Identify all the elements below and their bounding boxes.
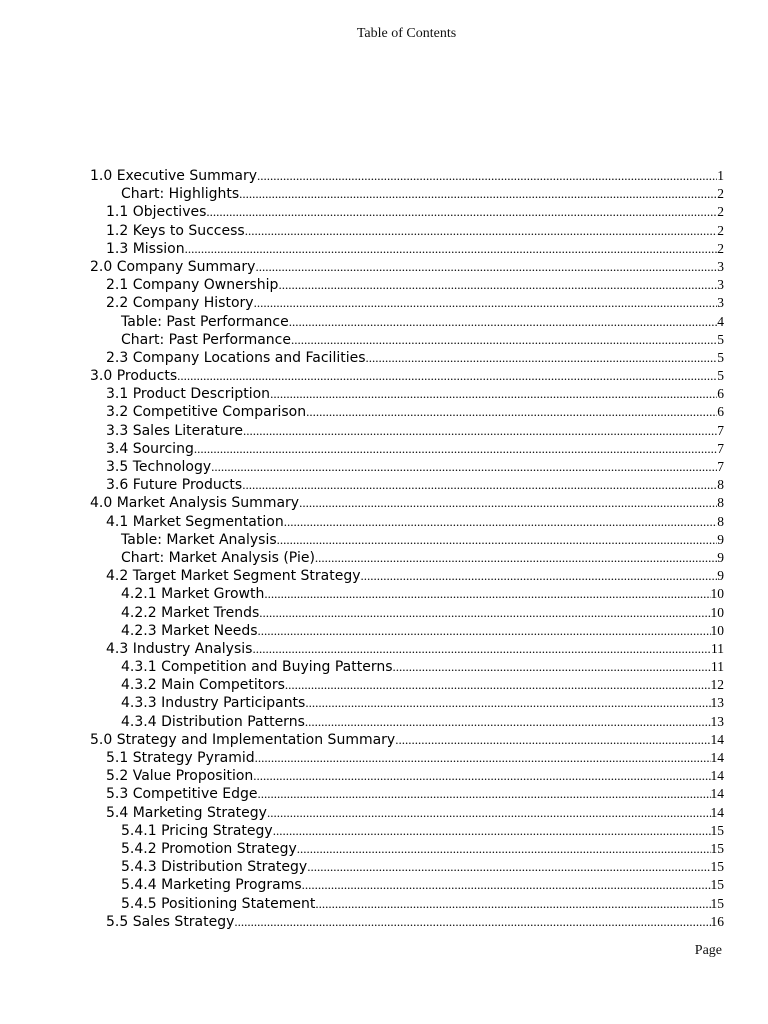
toc-entry[interactable] xyxy=(90,622,724,640)
toc-entry-title: 4.1 Market Segmentation xyxy=(106,513,284,530)
dot-leader xyxy=(315,895,710,913)
dot-leader xyxy=(255,749,711,767)
toc-entry-page-number: 1 xyxy=(717,168,724,183)
toc-entry-page-number: 14 xyxy=(710,768,724,784)
toc-entry-title: 5.4.2 Promotion Strategy xyxy=(121,840,297,857)
toc-entry[interactable] xyxy=(90,822,724,840)
toc-entry-title: 5.2 Value Proposition xyxy=(106,768,254,785)
toc-entry-page-number: 3 xyxy=(717,258,724,274)
toc-entry-page-number: 5 xyxy=(717,331,724,347)
toc-entry-title: 1.1 Objectives xyxy=(106,204,207,221)
toc-entry-page-number: 2 xyxy=(717,204,724,220)
toc-entry-title: 2.2 Company History xyxy=(106,295,254,312)
toc-entry[interactable] xyxy=(90,731,724,749)
page-title: Table of Contents xyxy=(356,26,457,41)
dot-leader xyxy=(307,858,710,876)
table-of-contents xyxy=(90,167,724,931)
toc-entry-page-number: 15 xyxy=(710,822,724,838)
toc-entry-page-number: 15 xyxy=(710,840,724,856)
toc-entry-page-number: 9 xyxy=(717,531,724,547)
toc-entry[interactable] xyxy=(90,240,724,258)
toc-entry-page-number: 15 xyxy=(710,895,724,911)
dot-leader xyxy=(267,804,711,822)
toc-entry[interactable] xyxy=(90,604,724,622)
toc-entry-page-number: 14 xyxy=(710,750,724,765)
toc-entry[interactable] xyxy=(90,713,724,731)
toc-entry[interactable] xyxy=(90,331,724,349)
toc-entry-title: Table: Past Performance xyxy=(121,313,289,330)
toc-entry-title: 4.2 Target Market Segment Strategy xyxy=(106,568,361,585)
toc-entry-title: Table: Market Analysis xyxy=(121,531,277,548)
toc-entry[interactable] xyxy=(90,422,724,440)
toc-entry-title: 4.3.1 Competition and Buying Patterns xyxy=(121,659,393,676)
toc-entry[interactable] xyxy=(90,913,724,931)
toc-entry[interactable] xyxy=(90,385,724,403)
dot-leader xyxy=(252,640,711,658)
toc-entry[interactable] xyxy=(90,804,724,822)
toc-entry[interactable] xyxy=(90,858,724,876)
toc-entry-page-number: 5 xyxy=(717,368,724,384)
toc-entry[interactable] xyxy=(90,895,724,913)
toc-entry-title: Chart: Past Performance xyxy=(121,331,291,348)
toc-entry-title: 4.3.4 Distribution Patterns xyxy=(121,713,305,730)
dot-leader xyxy=(289,313,718,331)
dot-leader xyxy=(194,440,717,458)
toc-entry-title: 3.1 Product Description xyxy=(106,386,271,403)
dot-leader xyxy=(305,713,711,731)
dot-leader xyxy=(284,513,718,531)
dot-leader xyxy=(258,622,711,640)
toc-entry-page-number: 14 xyxy=(710,731,724,747)
toc-entry[interactable] xyxy=(90,676,724,694)
page-footer-label: Page xyxy=(694,943,722,958)
dot-leader xyxy=(255,258,717,276)
toc-entry-title: 4.3.3 Industry Participants xyxy=(121,695,306,712)
dot-leader xyxy=(315,549,717,567)
toc-entry-title: Chart: Highlights xyxy=(121,186,240,203)
toc-entry[interactable] xyxy=(90,785,724,803)
toc-entry-title: 3.6 Future Products xyxy=(106,477,243,494)
dot-leader xyxy=(258,785,711,803)
dot-leader xyxy=(361,567,718,585)
toc-entry[interactable] xyxy=(90,840,724,858)
toc-entry-title: 4.3.2 Main Competitors xyxy=(121,677,285,694)
toc-entry-title: 2.0 Company Summary xyxy=(90,258,256,275)
dot-leader xyxy=(285,676,711,694)
toc-entry-page-number: 10 xyxy=(710,586,724,602)
toc-entry-title: 5.0 Strategy and Implementation Summary xyxy=(90,731,396,748)
toc-entry-title: 5.4 Marketing Strategy xyxy=(106,804,267,821)
toc-entry-title: Chart: Market Analysis (Pie) xyxy=(121,549,315,566)
toc-entry-page-number: 8 xyxy=(717,477,724,493)
toc-entry-page-number: 2 xyxy=(717,240,724,256)
dot-leader xyxy=(211,458,717,476)
toc-entry-page-number: 12 xyxy=(710,677,724,693)
toc-entry-page-number: 11 xyxy=(711,659,724,675)
toc-entry[interactable] xyxy=(90,476,724,494)
toc-entry[interactable] xyxy=(90,767,724,785)
toc-entry-title: 5.4.5 Positioning Statement xyxy=(121,895,316,912)
toc-entry-title: 5.3 Competitive Edge xyxy=(106,786,258,803)
toc-entry[interactable] xyxy=(90,749,724,767)
toc-entry-page-number: 11 xyxy=(711,640,724,656)
toc-entry-page-number: 2 xyxy=(717,186,724,202)
toc-entry-title: 5.4.4 Marketing Programs xyxy=(121,877,302,894)
dot-leader xyxy=(243,422,717,440)
toc-entry-title: 1.3 Mission xyxy=(106,240,185,257)
toc-entry-title: 4.2.1 Market Growth xyxy=(121,586,265,603)
toc-entry-title: 4.3 Industry Analysis xyxy=(106,640,253,657)
dot-leader xyxy=(242,476,717,494)
toc-entry[interactable] xyxy=(90,694,724,712)
toc-entry[interactable] xyxy=(90,585,724,603)
toc-entry-page-number: 8 xyxy=(717,513,724,529)
toc-entry[interactable] xyxy=(90,658,724,676)
toc-entry-page-number: 3 xyxy=(717,295,724,311)
dot-leader xyxy=(273,822,711,840)
toc-entry[interactable] xyxy=(90,440,724,458)
toc-entry-title: 2.1 Company Ownership xyxy=(106,277,279,294)
toc-entry-title: 5.4.1 Pricing Strategy xyxy=(121,822,273,839)
toc-entry[interactable] xyxy=(90,367,724,385)
toc-entry[interactable] xyxy=(90,531,724,549)
dot-leader xyxy=(239,185,717,203)
dot-leader xyxy=(234,913,710,931)
toc-entry[interactable] xyxy=(90,294,724,312)
toc-entry[interactable] xyxy=(90,185,724,203)
toc-entry-page-number: 6 xyxy=(717,404,724,420)
toc-entry-title: 5.1 Strategy Pyramid xyxy=(106,750,255,766)
toc-entry[interactable] xyxy=(90,513,724,531)
toc-entry-title: 1.2 Keys to Success xyxy=(106,222,245,239)
toc-entry[interactable] xyxy=(90,349,724,367)
dot-leader xyxy=(278,276,717,294)
toc-entry[interactable] xyxy=(90,494,724,512)
toc-entry-page-number: 9 xyxy=(717,568,724,584)
dot-leader xyxy=(270,385,717,403)
dot-leader xyxy=(305,694,710,712)
toc-entry[interactable] xyxy=(90,203,724,221)
toc-entry-page-number: 9 xyxy=(717,549,724,565)
toc-entry[interactable] xyxy=(90,313,724,331)
dot-leader xyxy=(302,876,711,894)
toc-entry-page-number: 15 xyxy=(710,877,724,893)
dot-leader xyxy=(185,240,718,258)
dot-leader xyxy=(264,585,710,603)
dot-leader xyxy=(277,531,718,549)
toc-entry-page-number: 10 xyxy=(710,622,724,638)
toc-entry-page-number: 13 xyxy=(710,695,724,711)
toc-entry-page-number: 16 xyxy=(710,913,724,929)
toc-entry[interactable] xyxy=(90,222,724,240)
dot-leader xyxy=(297,840,711,858)
toc-entry[interactable] xyxy=(90,403,724,421)
dot-leader xyxy=(259,604,710,622)
toc-entry-title: 5.4.3 Distribution Strategy xyxy=(121,859,308,876)
toc-entry-title: 1.0 Executive Summary xyxy=(90,168,257,184)
toc-entry-title: 3.4 Sourcing xyxy=(106,440,194,457)
dot-leader xyxy=(299,494,717,512)
toc-entry-page-number: 8 xyxy=(717,495,724,511)
toc-entry-page-number: 4 xyxy=(717,313,724,329)
toc-entry-title: 2.3 Company Locations and Facilities xyxy=(106,349,366,366)
dot-leader xyxy=(291,331,717,349)
toc-entry-title: 5.5 Sales Strategy xyxy=(106,913,235,930)
toc-entry[interactable] xyxy=(90,640,724,658)
toc-entry-page-number: 2 xyxy=(717,222,724,238)
dot-leader xyxy=(245,222,718,240)
toc-entry-title: 4.2.3 Market Needs xyxy=(121,622,258,639)
toc-entry-page-number: 7 xyxy=(717,440,724,456)
toc-entry-page-number: 15 xyxy=(710,859,724,875)
toc-entry[interactable] xyxy=(90,276,724,294)
toc-entry-page-number: 13 xyxy=(710,713,724,729)
dot-leader xyxy=(253,767,710,785)
toc-entry-title: 4.2.2 Market Trends xyxy=(121,604,260,621)
toc-entry-title: 4.0 Market Analysis Summary xyxy=(90,495,300,512)
toc-entry-title: 3.2 Competitive Comparison xyxy=(106,404,307,421)
dot-leader xyxy=(177,367,717,385)
toc-entry[interactable] xyxy=(90,567,724,585)
toc-entry-page-number: 3 xyxy=(717,277,724,293)
dot-leader xyxy=(257,167,717,185)
toc-entry-page-number: 7 xyxy=(717,422,724,438)
toc-entry-title: 3.5 Technology xyxy=(106,459,212,475)
toc-entry-page-number: 14 xyxy=(710,804,724,820)
dot-leader xyxy=(395,731,710,749)
toc-entry-page-number: 5 xyxy=(717,349,724,365)
dot-leader xyxy=(393,658,711,676)
toc-entry[interactable] xyxy=(90,258,724,276)
toc-entry[interactable] xyxy=(90,876,724,894)
dot-leader xyxy=(306,403,717,421)
dot-leader xyxy=(254,294,718,312)
toc-entry-page-number: 6 xyxy=(717,386,724,402)
toc-entry[interactable] xyxy=(90,167,724,185)
toc-entry-page-number: 7 xyxy=(717,459,724,474)
toc-entry-title: 3.3 Sales Literature xyxy=(106,422,243,439)
toc-entry-page-number: 10 xyxy=(710,604,724,620)
toc-entry-page-number: 14 xyxy=(710,786,724,802)
dot-leader xyxy=(366,349,718,367)
toc-entry-title: 3.0 Products xyxy=(90,368,178,385)
dot-leader xyxy=(206,203,717,221)
toc-entry[interactable] xyxy=(90,458,724,476)
toc-entry[interactable] xyxy=(90,549,724,567)
